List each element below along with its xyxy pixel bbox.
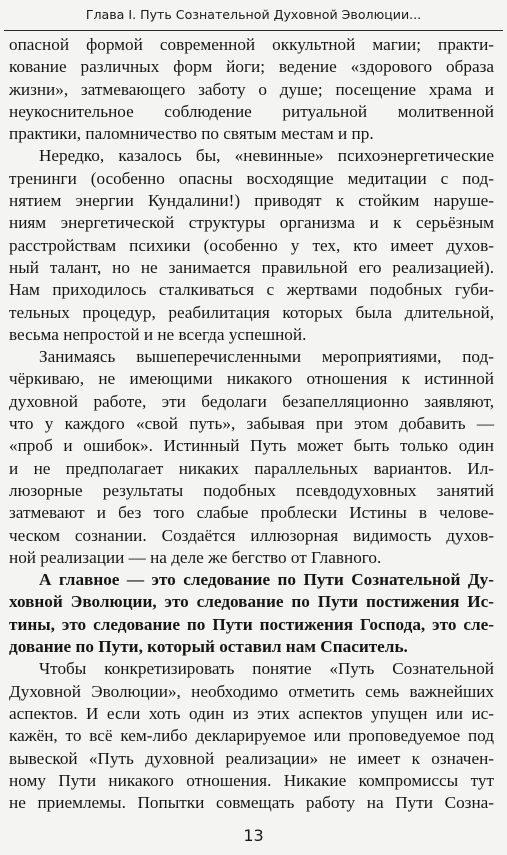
text-line: ный талант, но не занимается правильной его реализацией). (9, 257, 494, 277)
running-header: Глава I. Путь Сознательной Духовной Эволюции... (85, 7, 422, 22)
text-line: опасной формой современной оккультной магии; практи- (9, 35, 494, 54)
text-line: вывеской «Путь духовной реализации» не имеет к означен- (9, 748, 494, 768)
text-line: ниям энергетической структуры организма и к серьёзным (9, 213, 494, 233)
text-line: Духовной Эволюции», необходимо отметить семь важнейших (9, 681, 494, 701)
text-line: аспектов. И если хоть один из этих аспектов упущен или ис- (9, 703, 494, 723)
text-line: ному Пути никакого отношения. Никакие компромиссы тут (9, 770, 494, 790)
text-line: практики, паломничество по святым местам и пр. (9, 124, 374, 144)
text-line: неукоснительное соблюдение ритуальной молитвенной (9, 101, 494, 121)
paragraph-first-line: Нередко, казалось бы, «невинные» психоэнергетические (39, 146, 494, 166)
text-line: люзорные результаты подобных псевдодуховных занятий (9, 480, 494, 500)
text-line: и не предполагает никаких параллельных вариантов. Ил- (9, 458, 494, 478)
bold-paragraph-first-line: А главное — это следование по Пути Сознательной Ду- (39, 570, 494, 590)
bold-text-line: тины, это следование по Пути постижения Господа, это сле- (9, 614, 494, 634)
text-line: весьма непростой и не всегда успешной. (9, 324, 307, 344)
text-line: духовной работе, эти бедолаги безапелляционно заявляют, (9, 391, 494, 411)
text-line: чёркиваю, не имеющими никакого отношения к истинной (9, 369, 494, 389)
bold-text-line: ховной Эволюции, это следование по Пути постижения Ис- (9, 592, 494, 612)
bold-text-line: дование по Пути, который оставил нам Спаситель. (9, 637, 408, 657)
text-line: тренинги (особенно опасны восходящие медитации с под- (9, 168, 494, 188)
page-body (9, 34, 494, 814)
text-line: кование различных форм йоги; ведение «здорового образа (9, 57, 494, 77)
text-line: нятием энергии Кундалини!) приводят к стойким наруше- (9, 191, 494, 211)
paragraph-first-line: Занимаясь вышеперечисленными мероприятиями, под- (39, 347, 494, 367)
page-number: 13 (243, 826, 264, 845)
text-line: расстройствам психики (особенно у тех, кто имеет духов- (9, 235, 494, 255)
text-line: тельных процедур, реабилитация которых была длительной, (9, 302, 494, 322)
text-line: ческом сознании. Создаётся иллюзорная видимость духов- (9, 525, 494, 545)
text-line: Нам приходилось сталкиваться с жертвами подобных губи- (9, 280, 494, 300)
header-rule (4, 30, 503, 31)
text-line: «проб и ошибок». Истинный Путь может быть только один (9, 436, 494, 456)
text-line: ной реализации — на деле же бегство от Главного. (9, 547, 382, 567)
text-line: кажён, то всё кем-либо декларируемое или проповедуемое под (9, 726, 494, 746)
paragraph-first-line: Чтобы конкретизировать понятие «Путь Сознательной (39, 659, 494, 679)
text-line: жизни», затмевающего заботу о душе; посещение храма и (9, 79, 494, 99)
text-line: что у каждого «свой путь», забывая при этом добавить — (9, 414, 494, 434)
text-line: затмевают и без того слабые проблески Истины в челове- (9, 503, 494, 523)
text-line: не приемлемы. Попытки совмещать работу на Пути Созна- (9, 793, 494, 813)
